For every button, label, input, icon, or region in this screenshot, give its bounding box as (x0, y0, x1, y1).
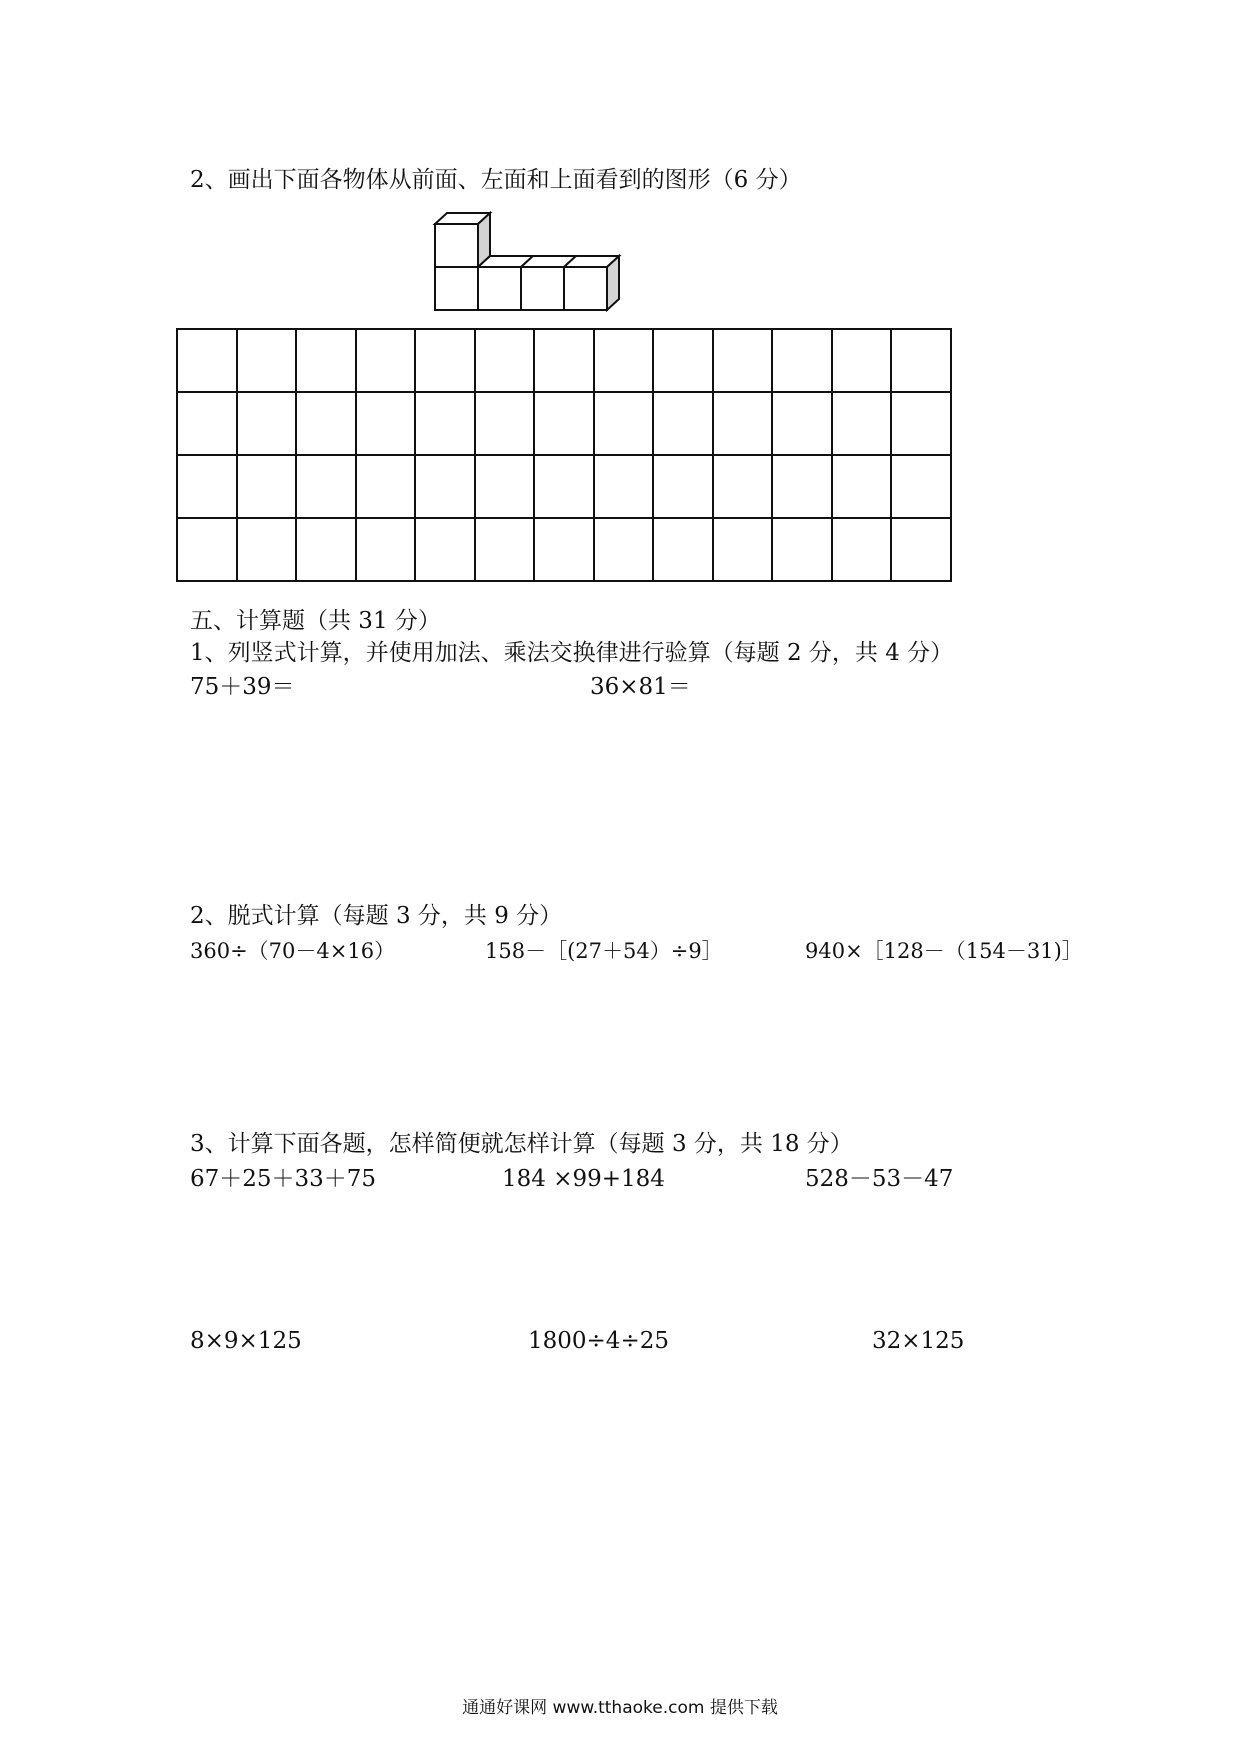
grid-cell (713, 392, 773, 455)
grid-cell (177, 455, 237, 518)
grid-cell (534, 392, 594, 455)
section-5-title: 五、计算题（共 31 分） (190, 608, 441, 634)
cube-top (435, 213, 490, 267)
grid-cell (415, 518, 475, 581)
q3-expression-6: 32×125 (872, 1328, 965, 1354)
cube-figure (420, 205, 640, 320)
grid-cell (594, 392, 654, 455)
grid-cell (891, 518, 951, 581)
grid-row (177, 392, 951, 455)
grid-cell (475, 455, 535, 518)
q3-expression-4: 8×9×125 (190, 1328, 302, 1354)
grid-cell (177, 329, 237, 392)
grid-cell (713, 329, 773, 392)
grid-cell (296, 392, 356, 455)
q3-expression-3: 528－53－47 (805, 1166, 954, 1192)
grid-cell (296, 518, 356, 581)
grid-cell (356, 392, 416, 455)
grid-cell (356, 518, 416, 581)
grid-cell (356, 329, 416, 392)
grid-cell (594, 518, 654, 581)
grid-cell (653, 455, 713, 518)
grid-cell (475, 329, 535, 392)
grid-cell (832, 518, 892, 581)
grid-row (177, 455, 951, 518)
grid-cell (237, 455, 297, 518)
footer-download-note: 通通好课网 www.tthaoke.com 提供下载 (462, 1698, 778, 1718)
grid-cell (237, 518, 297, 581)
grid-cell (772, 518, 832, 581)
grid-row (177, 329, 951, 392)
grid-cell (534, 455, 594, 518)
grid-cell (296, 329, 356, 392)
grid-cell (891, 392, 951, 455)
grid-cell (713, 518, 773, 581)
q2-expression-1: 360÷（70－4×16） (190, 939, 396, 963)
grid-cell (177, 392, 237, 455)
question-2-draw-views-title: 2、画出下面各物体从前面、左面和上面看到的图形（6 分） (190, 167, 802, 193)
grid-cell (832, 455, 892, 518)
grid-cell (891, 455, 951, 518)
grid-cell (653, 518, 713, 581)
q1-expression-1: 75＋39＝ (190, 674, 295, 700)
grid-cell (772, 455, 832, 518)
question-2-step-calc-title: 2、脱式计算（每题 3 分，共 9 分） (190, 903, 563, 929)
q2-expression-3: 940×［128－（154－31)］ (805, 939, 1083, 963)
grid-cell (534, 518, 594, 581)
grid-cell (832, 392, 892, 455)
grid-cell (415, 329, 475, 392)
grid-cell (891, 329, 951, 392)
grid-cell (296, 455, 356, 518)
grid-cell (475, 518, 535, 581)
grid-cell (772, 392, 832, 455)
grid-cell (415, 392, 475, 455)
grid-cell (415, 455, 475, 518)
grid-cell (177, 518, 237, 581)
q1-expression-2: 36×81＝ (590, 674, 691, 700)
question-1-vertical-calc-title: 1、列竖式计算，并使用加法、乘法交换律进行验算（每题 2 分，共 4 分） (190, 640, 954, 666)
q2-expression-2: 158－［(27＋54）÷9］ (485, 939, 723, 963)
grid-cell (475, 392, 535, 455)
grid-cell (356, 455, 416, 518)
grid-cell (653, 392, 713, 455)
grid-cell (713, 455, 773, 518)
grid-cell (653, 329, 713, 392)
question-3-simple-calc-title: 3、计算下面各题，怎样简便就怎样计算（每题 3 分，共 18 分） (190, 1131, 853, 1157)
grid-cell (237, 329, 297, 392)
answer-grid (176, 328, 952, 582)
q3-expression-1: 67＋25＋33＋75 (190, 1166, 377, 1192)
grid-row (177, 518, 951, 581)
grid-cell (832, 329, 892, 392)
grid-cell (594, 455, 654, 518)
grid-cell (594, 329, 654, 392)
q3-expression-2: 184 ×99+184 (502, 1166, 665, 1192)
grid-cell (237, 392, 297, 455)
grid-cell (772, 329, 832, 392)
grid-cell (534, 329, 594, 392)
q3-expression-5: 1800÷4÷25 (528, 1328, 669, 1354)
